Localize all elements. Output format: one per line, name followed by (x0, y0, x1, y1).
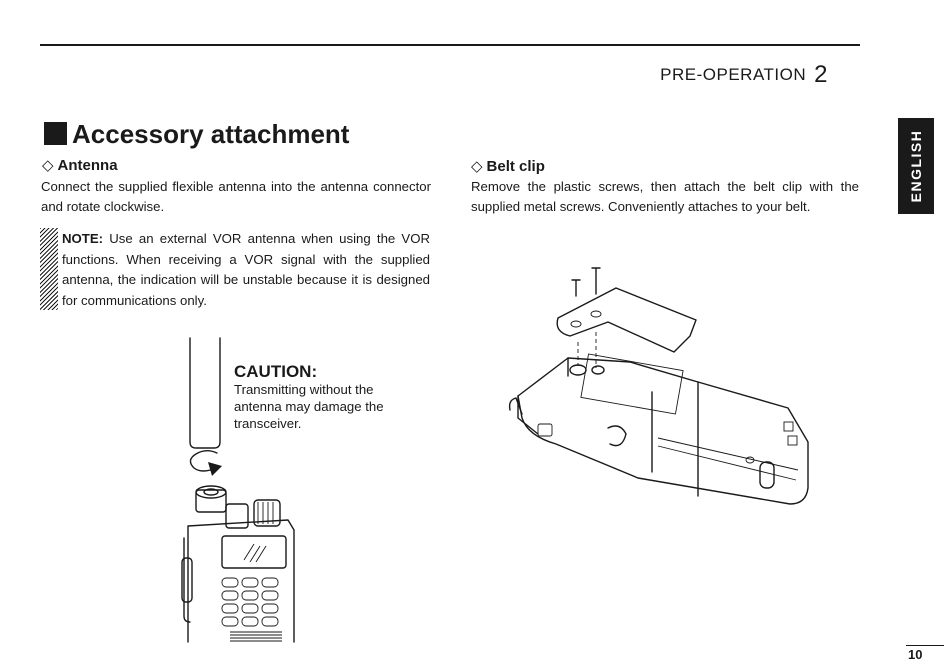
antenna-radio-illustration (170, 330, 310, 650)
radio-side-outline (518, 358, 808, 504)
header-section-label: PRE-OPERATION (660, 65, 807, 84)
note-hatch-icon (40, 228, 58, 310)
speaker-grille (230, 632, 282, 641)
page-header (660, 59, 828, 87)
header-rule (40, 44, 860, 46)
screw-icon (572, 268, 600, 296)
diamond-icon: ◇ (42, 157, 54, 174)
belt-clip-heading (471, 157, 545, 175)
antenna-heading (42, 156, 118, 174)
language-tab-label: ENGLISH (908, 129, 924, 203)
section-bullet-icon (44, 122, 67, 145)
antenna-instructions: Connect the supplied flexible antenna into the antenna connector and rotate clockwise. (41, 179, 431, 214)
note-box (62, 229, 430, 311)
belt-clip-heading-text: Belt clip (486, 158, 545, 175)
belt-clip-instructions: Remove the plastic screws, then attach the belt clip with the supplied metal screws. Conveniently attaches to your belt. (471, 179, 859, 214)
diamond-icon: ◇ (471, 158, 483, 175)
note-label: NOTE: (62, 231, 104, 246)
note-text: Use an external VOR antenna when using the VOR functions. When receiving a VOR signal with the supplied antenna, the indication will be unstable because it is designed for communications only. (62, 231, 430, 308)
caution-text: Transmitting without the antenna may damage the transceiver. (234, 382, 384, 431)
page-number-rule (906, 645, 944, 646)
page-number: 10 (908, 647, 923, 662)
display-window (222, 536, 286, 568)
antenna-outline (190, 338, 220, 448)
section-title: Accessory attachment (72, 119, 350, 149)
clip-latch-icon (608, 426, 626, 446)
antenna-heading-text: Antenna (57, 157, 118, 174)
header-section-number: 2 (814, 61, 828, 88)
caution-heading: CAUTION: (234, 362, 318, 381)
language-tab (898, 118, 934, 214)
belt-clip-illustration (508, 258, 828, 528)
